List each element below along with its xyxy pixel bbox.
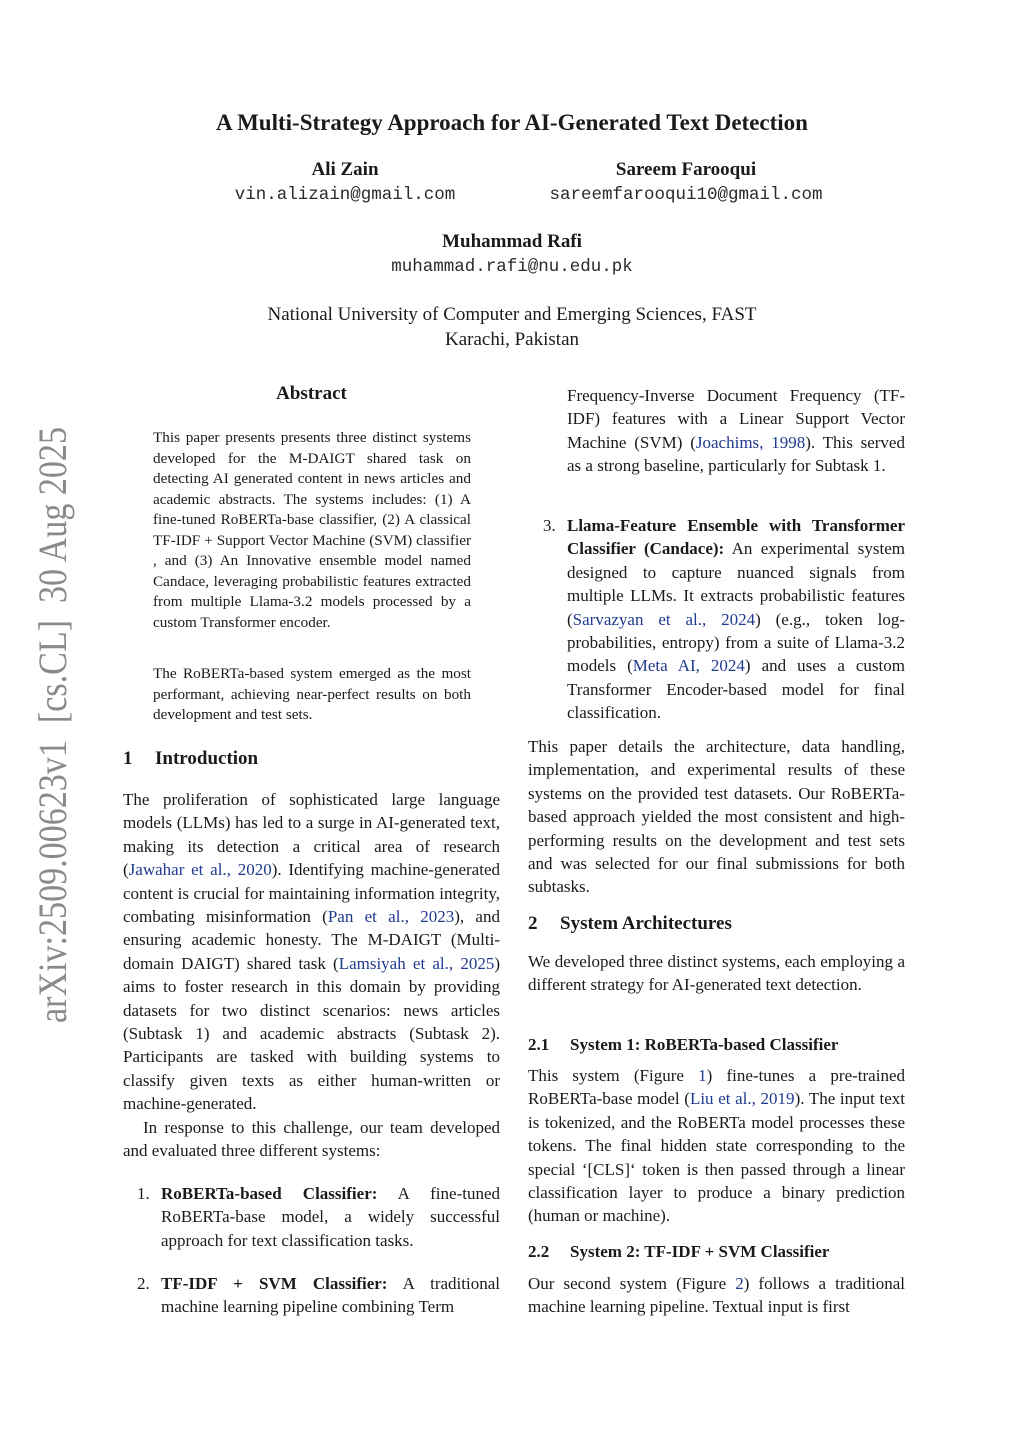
list-item xyxy=(543,514,905,725)
subsection-heading-2-1 xyxy=(528,1035,838,1055)
text-run: ) aims to foster research in this domain by providing datasets for two distinct scenarios: news articles (Subtask 1) and academic abstracts (Subtask 2). Participants are tasked with building systems to classify given texts as either human-written or machine-generated. xyxy=(123,953,500,1114)
arxiv-stamp xyxy=(10,425,90,1025)
figure-reference-link[interactable]: 2 xyxy=(735,1274,744,1293)
section-heading-system-architectures xyxy=(528,913,732,935)
text-run: This system (Figure xyxy=(528,1066,699,1085)
list-marker: 3. xyxy=(543,516,556,535)
subsection-heading-2-2 xyxy=(528,1242,829,1262)
section-title: Introduction xyxy=(155,748,259,769)
text-run: The proliferation of sophisticated large language models (LLMs) has led to a surge in AI-generated text, making its detection a critical area of research ( xyxy=(123,790,500,880)
paragraph-details: This paper details the architecture, data handling, implementation, and experimental results of these systems on the provided test datasets. Our RoBERTa-based approach yielded the most consistent and high-performing results on the development and test sets and was selected for our final submissions for both subtasks. xyxy=(528,737,905,897)
text-run: ) (e.g., token log-probabilities, entropy) from a suite of Llama-3.2 models ( xyxy=(567,609,905,676)
subsection-2-2-paragraph xyxy=(528,1272,905,1319)
list-item-text: A traditional machine learning pipeline combining Term xyxy=(161,1274,500,1317)
text-run: An experimental system designed to capture nuanced signals from multiple LLMs. It extracts probabilistic features ( xyxy=(567,539,905,629)
figure-reference-link[interactable]: 1 xyxy=(698,1066,707,1085)
list-marker: 1. xyxy=(137,1184,150,1203)
abstract-paragraph-1: This paper presents presents three distinct systems developed for the M-DAIGT shared task on detecting AI generated content in news articles and academic abstracts. The systems includes: (1) A fine-tuned RoBERTa-base classifier, (2) A classical TF-IDF + Support Vector Machine (SVM) classifier , and (3) An Innovative ensemble model named Candace, leveraging probabilistic features extracted from multiple Llama-3.2 models processed by a custom Transformer encoder. xyxy=(153,429,471,631)
text-run: ). This served as a strong baseline, particularly for Subtask 1. xyxy=(567,432,905,476)
author-1 xyxy=(205,159,485,205)
author-name: Muhammad Rafi xyxy=(442,231,582,252)
author-email: muhammad.rafi@nu.edu.pk xyxy=(391,257,633,277)
list-item-title: Llama-Feature Ensemble with Transformer Classifier (Candace): xyxy=(567,516,905,559)
list-item-title: TF-IDF + SVM Classifier: xyxy=(161,1274,388,1293)
intro-paragraph-2: In response to this challenge, our team developed and evaluated three different systems: xyxy=(123,1118,500,1161)
text-run: ) and uses a custom Transformer Encoder-based model for final classification. xyxy=(567,656,905,723)
text-run: ). Identifying machine-generated content is crucial for maintaining information integrity, combating misinformation ( xyxy=(123,860,500,927)
author-email: sareemfarooqui10@gmail.com xyxy=(549,185,823,205)
citation-link[interactable]: Joachims, 1998 xyxy=(695,432,806,452)
author-name: Sareem Farooqui xyxy=(615,159,757,180)
citation-link[interactable]: Liu et al., 2019 xyxy=(689,1089,795,1109)
section-number: 2 xyxy=(528,913,538,934)
list-item-title: RoBERTa-based Classifier: xyxy=(161,1184,378,1203)
citation-link[interactable]: Meta AI, 2024 xyxy=(632,656,745,676)
subsection-number: 2.1 xyxy=(528,1035,550,1054)
text-run: ) fine-tunes a pre-trained RoBERTa-base model ( xyxy=(528,1066,905,1109)
intro-paragraph-1 xyxy=(123,788,500,1116)
section-heading-introduction xyxy=(123,748,258,770)
affiliation-line-1: National University of Computer and Emerging Sciences, FAST xyxy=(267,304,757,325)
section-2-paragraph: We developed three distinct systems, each employing a different strategy for AI-generated text detection. xyxy=(528,952,905,995)
subsection-title: System 1: RoBERTa-based Classifier xyxy=(570,1035,839,1054)
subsection-number: 2.2 xyxy=(528,1242,550,1261)
section-title: System Architectures xyxy=(560,913,732,934)
citation-link[interactable]: Pan et al., 2023 xyxy=(327,907,455,927)
citation-link[interactable]: Lamsiyah et al., 2025 xyxy=(338,953,495,973)
paper-title: A Multi-Strategy Approach for AI-Generated Text Detection xyxy=(216,110,808,135)
list-marker: 2. xyxy=(137,1274,150,1293)
subsection-2-1-paragraph xyxy=(528,1064,905,1228)
text-run: ), and ensuring academic honesty. The M-DAIGT (Multi-domain DAIGT) shared task ( xyxy=(123,907,500,973)
section-number: 1 xyxy=(123,748,133,769)
affiliation xyxy=(0,302,1024,352)
author-email: vin.alizain@gmail.com xyxy=(234,185,456,205)
arxiv-identifier: arXiv:2509.00623v1 [cs.CL] 30 Aug 2025 xyxy=(30,425,75,1023)
list-item-continuation xyxy=(567,384,905,478)
subsection-title: System 2: TF-IDF + SVM Classifier xyxy=(570,1242,830,1261)
list-item-text: A fine-tuned RoBERTa-base model, a widely successful approach for text classification tasks. xyxy=(161,1184,500,1250)
affiliation-line-2: Karachi, Pakistan xyxy=(444,329,579,350)
abstract-paragraph-2: The RoBERTa-based system emerged as the most performant, achieving near-perfect results on both development and test sets. xyxy=(153,665,471,723)
list-item xyxy=(137,1272,500,1319)
author-name: Ali Zain xyxy=(311,159,379,180)
text-run: Our second system (Figure xyxy=(528,1274,736,1293)
text-run: ) follows a traditional machine learning pipeline. Textual input is first xyxy=(528,1274,905,1317)
list-item xyxy=(137,1182,500,1252)
text-run: Frequency-Inverse Document Frequency (TF-IDF) features with a Linear Support Vector Machine (SVM) ( xyxy=(567,386,905,452)
author-2 xyxy=(516,159,856,205)
text-run: ). The input text is tokenized, and the RoBERTa model processes these tokens. The final hidden state corresponding to the special ‘[CLS]‘ token is then passed through a linear classification layer to produce a binary prediction (human or machine). xyxy=(528,1089,905,1226)
author-3 xyxy=(362,231,662,277)
citation-link[interactable]: Jawahar et al., 2020 xyxy=(128,860,272,880)
abstract-heading: Abstract xyxy=(276,383,347,404)
citation-link[interactable]: Sarvazyan et al., 2024 xyxy=(572,609,756,629)
